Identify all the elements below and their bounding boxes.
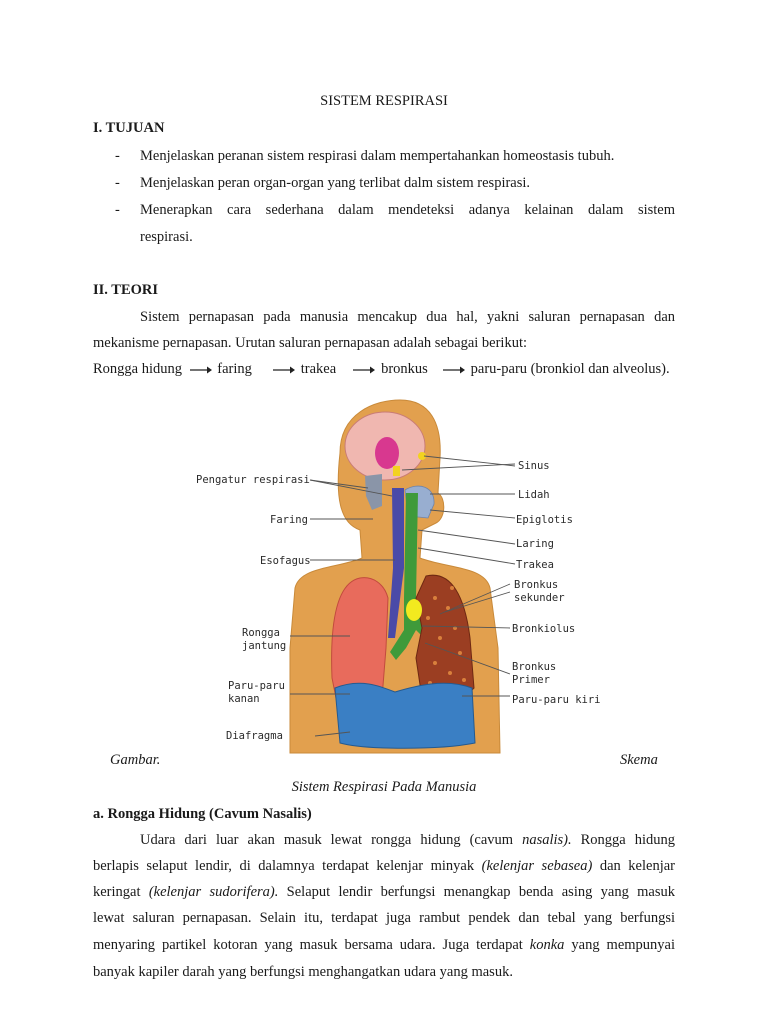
term-konka: konka [529,937,565,953]
text-span: menyaring partikel kotoran yang masuk bersama udara. Juga terdapat [93,937,523,953]
rongga-hidung-line2 [93,858,675,875]
text-span: dan kelenjar [599,858,675,874]
tujuan-item-3-cont: respirasi. [140,229,193,245]
tujuan-item-1: Menjelaskan peranan sistem respirasi dalam mempertahankan homeostasis tubuh. [140,148,615,164]
label-bronkiolus: Bronkiolus [512,623,576,635]
sinus-lower [393,466,400,476]
respiratory-sequence [93,361,670,378]
bronchus-yellow [406,599,422,621]
caption-skema: Skema [620,752,658,768]
text-span: Selaput lendir berfungsi menangkap benda asing yang masuk [286,884,676,900]
label-faring: Faring [270,514,308,526]
section-heading-teori: II. TEORI [93,282,159,298]
label-laring: Laring [516,538,554,550]
rongga-hidung-line3 [93,884,675,901]
label-trakea: Trakea [516,559,554,571]
seq-paru-paru: paru-paru (bronkiol dan alveolus). [470,361,670,377]
label-jantung: jantung [242,640,287,652]
label-bronkus-primer-1: Bronkus [512,661,557,673]
label-bronkus-sekunder-1: Bronkus [514,579,559,591]
tujuan-item-2: Menjelaskan peran organ-organ yang terlibat dalm sistem respirasi. [140,175,531,191]
bullet-dash: - [115,175,120,191]
term-nasalis: nasalis). [522,832,572,848]
brain-core [375,437,399,469]
diaphragm-shape [335,683,475,748]
label-paru-paru: Paru-paru [228,680,285,692]
arrow-right-icon [190,365,212,375]
label-esofagus: Esofagus [260,555,311,567]
text-span: yang mempunyai [571,937,676,953]
section-heading-tujuan: I. TUJUAN [93,120,165,136]
figure-caption: Sistem Respirasi Pada Manusia [291,779,477,795]
label-sinus: Sinus [518,460,550,472]
text-span: Udara dari luar akan masuk lewat rongga hidung (cavum [140,832,514,848]
text-span: berlapis selaput lendir, di dalamnya terdapat kelenjar minyak [93,858,475,874]
rongga-hidung-line4: lewat saluran pernapasan. Selain itu, terdapat juga rambut pendek dan tebal yang berfungsi [93,910,675,926]
seq-bronkus: bronkus [381,361,428,377]
page-title: SISTEM RESPIRASI [320,93,448,109]
teori-paragraph-line1: Sistem pernapasan pada manusia mencakup dua hal, yakni saluran pernapasan dan [140,309,675,325]
respiratory-system-diagram [190,398,610,758]
label-paru-paru-kiri: Paru-paru kiri [512,694,601,706]
bullet-dash: - [115,148,120,164]
seq-trakea: trakea [300,361,337,377]
seq-rongga-hidung: Rongga hidung [93,361,183,377]
label-rongga: Rongga [242,627,280,639]
arrow-right-icon [353,365,375,375]
term-kelenjar-sudorifera: (kelenjar sudorifera). [148,884,279,900]
bullet-dash: - [115,202,120,218]
seq-faring: faring [217,361,252,377]
label-lidah: Lidah [518,489,550,501]
text-span: Rongga hidung [580,832,676,848]
rongga-hidung-line5 [93,937,675,954]
teori-paragraph-line2: mekanisme pernapasan. Urutan saluran pernapasan adalah sebagai berikut: [93,335,528,351]
arrow-right-icon [443,365,465,375]
label-bronkus-sekunder-2: sekunder [514,592,565,604]
rongga-hidung-line1 [93,832,675,849]
text-span: keringat [93,884,141,900]
label-epiglotis: Epiglotis [516,514,573,526]
section-heading-rongga-hidung: a. Rongga Hidung (Cavum Nasalis) [93,806,312,822]
rongga-hidung-line6: banyak kapiler darah yang berfungsi menghangatkan udara yang masuk. [93,964,513,980]
caption-gambar: Gambar. [110,752,161,768]
term-kelenjar-sebasea: (kelenjar sebasea) [481,858,593,874]
label-kanan: kanan [228,693,260,705]
label-bronkus-primer-2: Primer [512,674,550,686]
respiratory-system-figure [190,398,610,758]
label-diafragma: Diafragma [226,730,283,742]
arrow-right-icon [273,365,295,375]
tujuan-item-3: Menerapkan cara sederhana dalam mendeteksi adanya kelainan dalam sistem [140,202,675,218]
label-pengatur-respirasi: Pengatur respirasi [196,474,310,486]
